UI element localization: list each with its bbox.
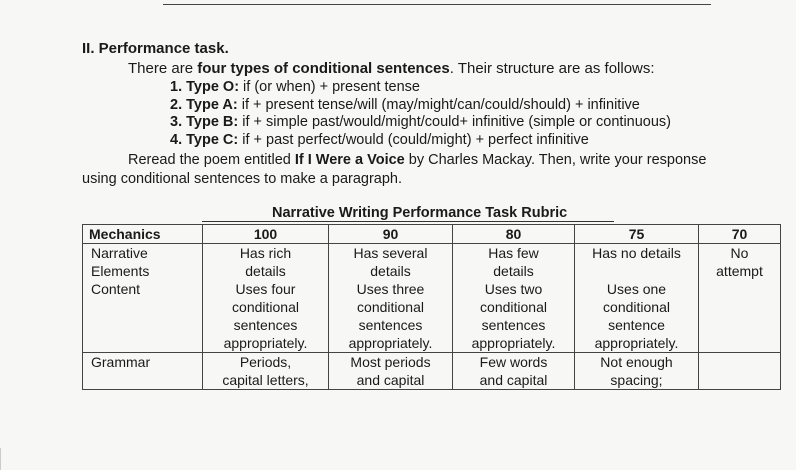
cell-90 xyxy=(329,244,453,353)
criteria-cell xyxy=(83,353,203,390)
type-label: 4. Type C: xyxy=(170,131,239,148)
type-label: 1. Type O: xyxy=(170,79,240,95)
criteria-line: Grammar xyxy=(91,354,151,370)
intro-text xyxy=(128,60,655,77)
cell-line: Has several xyxy=(353,245,428,261)
type-text: if + past perfect/would (could/might) + perfect infinitive xyxy=(238,131,589,148)
cell-line: conditional xyxy=(232,299,299,315)
criteria-line: Content xyxy=(91,281,141,297)
cell-70 xyxy=(699,353,781,390)
cell-line: Uses three xyxy=(356,281,425,297)
cell-line: conditional xyxy=(603,299,670,315)
header-90: 90 xyxy=(329,225,453,244)
page-edge xyxy=(0,448,15,470)
type-text: if + simple past/would/might/could+ infinitive (simple or continuous) xyxy=(238,114,672,130)
cell-100 xyxy=(203,353,329,390)
cell-75 xyxy=(575,244,699,353)
instruction-post: by Charles Mackay. Then, write your response xyxy=(404,152,707,168)
criteria-line: Elements xyxy=(91,263,150,279)
type-item xyxy=(170,97,671,115)
cell-line: No xyxy=(730,245,749,261)
cell-70 xyxy=(699,244,781,353)
header-70: 70 xyxy=(699,225,781,244)
cell-90 xyxy=(329,353,453,390)
rubric-table xyxy=(82,224,781,390)
type-text: if (or when) + present tense xyxy=(239,79,420,95)
intro-post: . Their structure are as follows: xyxy=(449,60,655,77)
cell-line: Uses one xyxy=(606,281,667,297)
cell-line: sentences xyxy=(358,317,423,333)
intro-pre: There are xyxy=(128,60,198,77)
type-label: 2. Type A: xyxy=(170,96,238,113)
cell-line: Few words xyxy=(479,354,548,370)
cell-line-empty xyxy=(575,262,698,280)
cell-line: and capital xyxy=(479,372,548,388)
rubric-row-narrative xyxy=(83,244,781,353)
cell-75 xyxy=(575,353,699,390)
instruction-pre: Reread the poem entitled xyxy=(128,152,295,168)
header-75: 75 xyxy=(575,225,699,244)
poem-title: If I Were a Voice xyxy=(294,152,405,168)
cell-line: conditional xyxy=(480,299,547,315)
rubric-row-grammar xyxy=(83,353,781,390)
cell-line: appropriately. xyxy=(471,335,556,351)
top-rule xyxy=(163,4,711,5)
intro-bold: four types of conditional sentences xyxy=(197,60,450,77)
cell-line: appropriately. xyxy=(594,335,679,351)
type-text: if + present tense/will (may/might/can/could/should) + infinitive xyxy=(237,96,640,113)
cell-line: Most periods xyxy=(350,354,431,370)
criteria-line: Narrative xyxy=(91,245,148,261)
type-item xyxy=(170,114,671,132)
cell-line: conditional xyxy=(357,299,424,315)
rubric-title: Narrative Writing Performance Task Rubric xyxy=(272,205,568,221)
type-label: 3. Type B: xyxy=(170,114,239,130)
header-mechanics: Mechanics xyxy=(83,225,203,244)
cell-line: appropriately. xyxy=(223,335,308,351)
cell-line: capital letters, xyxy=(222,372,309,388)
cell-line: Uses four xyxy=(235,281,296,297)
instruction-line-1 xyxy=(128,152,706,168)
cell-100 xyxy=(203,244,329,353)
cell-line: sentences xyxy=(233,317,298,333)
cell-80 xyxy=(453,244,575,353)
cell-line: Not enough xyxy=(600,354,673,370)
cell-line: appropriately. xyxy=(348,335,433,351)
cell-80 xyxy=(453,353,575,390)
header-80: 80 xyxy=(453,225,575,244)
cell-line: Has few xyxy=(488,245,539,261)
cell-line: sentence xyxy=(608,317,665,333)
conditional-types-list xyxy=(170,79,671,149)
cell-line: details xyxy=(493,263,534,279)
rubric-header-row xyxy=(83,225,781,244)
instruction-line-2: using conditional sentences to make a paragraph. xyxy=(82,171,403,187)
criteria-cell xyxy=(83,244,203,353)
cell-line: details xyxy=(370,263,411,279)
cell-line: Has rich xyxy=(239,245,292,261)
cell-line: attempt xyxy=(716,263,763,279)
cell-line: Has no details xyxy=(592,245,681,261)
cell-line: spacing; xyxy=(610,372,663,388)
cell-line: details xyxy=(245,263,286,279)
section-heading: II. Performance task. xyxy=(82,40,229,57)
type-item xyxy=(170,79,671,97)
cell-line: Uses two xyxy=(484,281,543,297)
cell-line: Periods, xyxy=(239,354,292,370)
header-100: 100 xyxy=(203,225,329,244)
cell-line: and capital xyxy=(356,372,425,388)
cell-line: sentences xyxy=(481,317,546,333)
type-item xyxy=(170,132,671,150)
rubric-title-rule xyxy=(202,221,614,222)
